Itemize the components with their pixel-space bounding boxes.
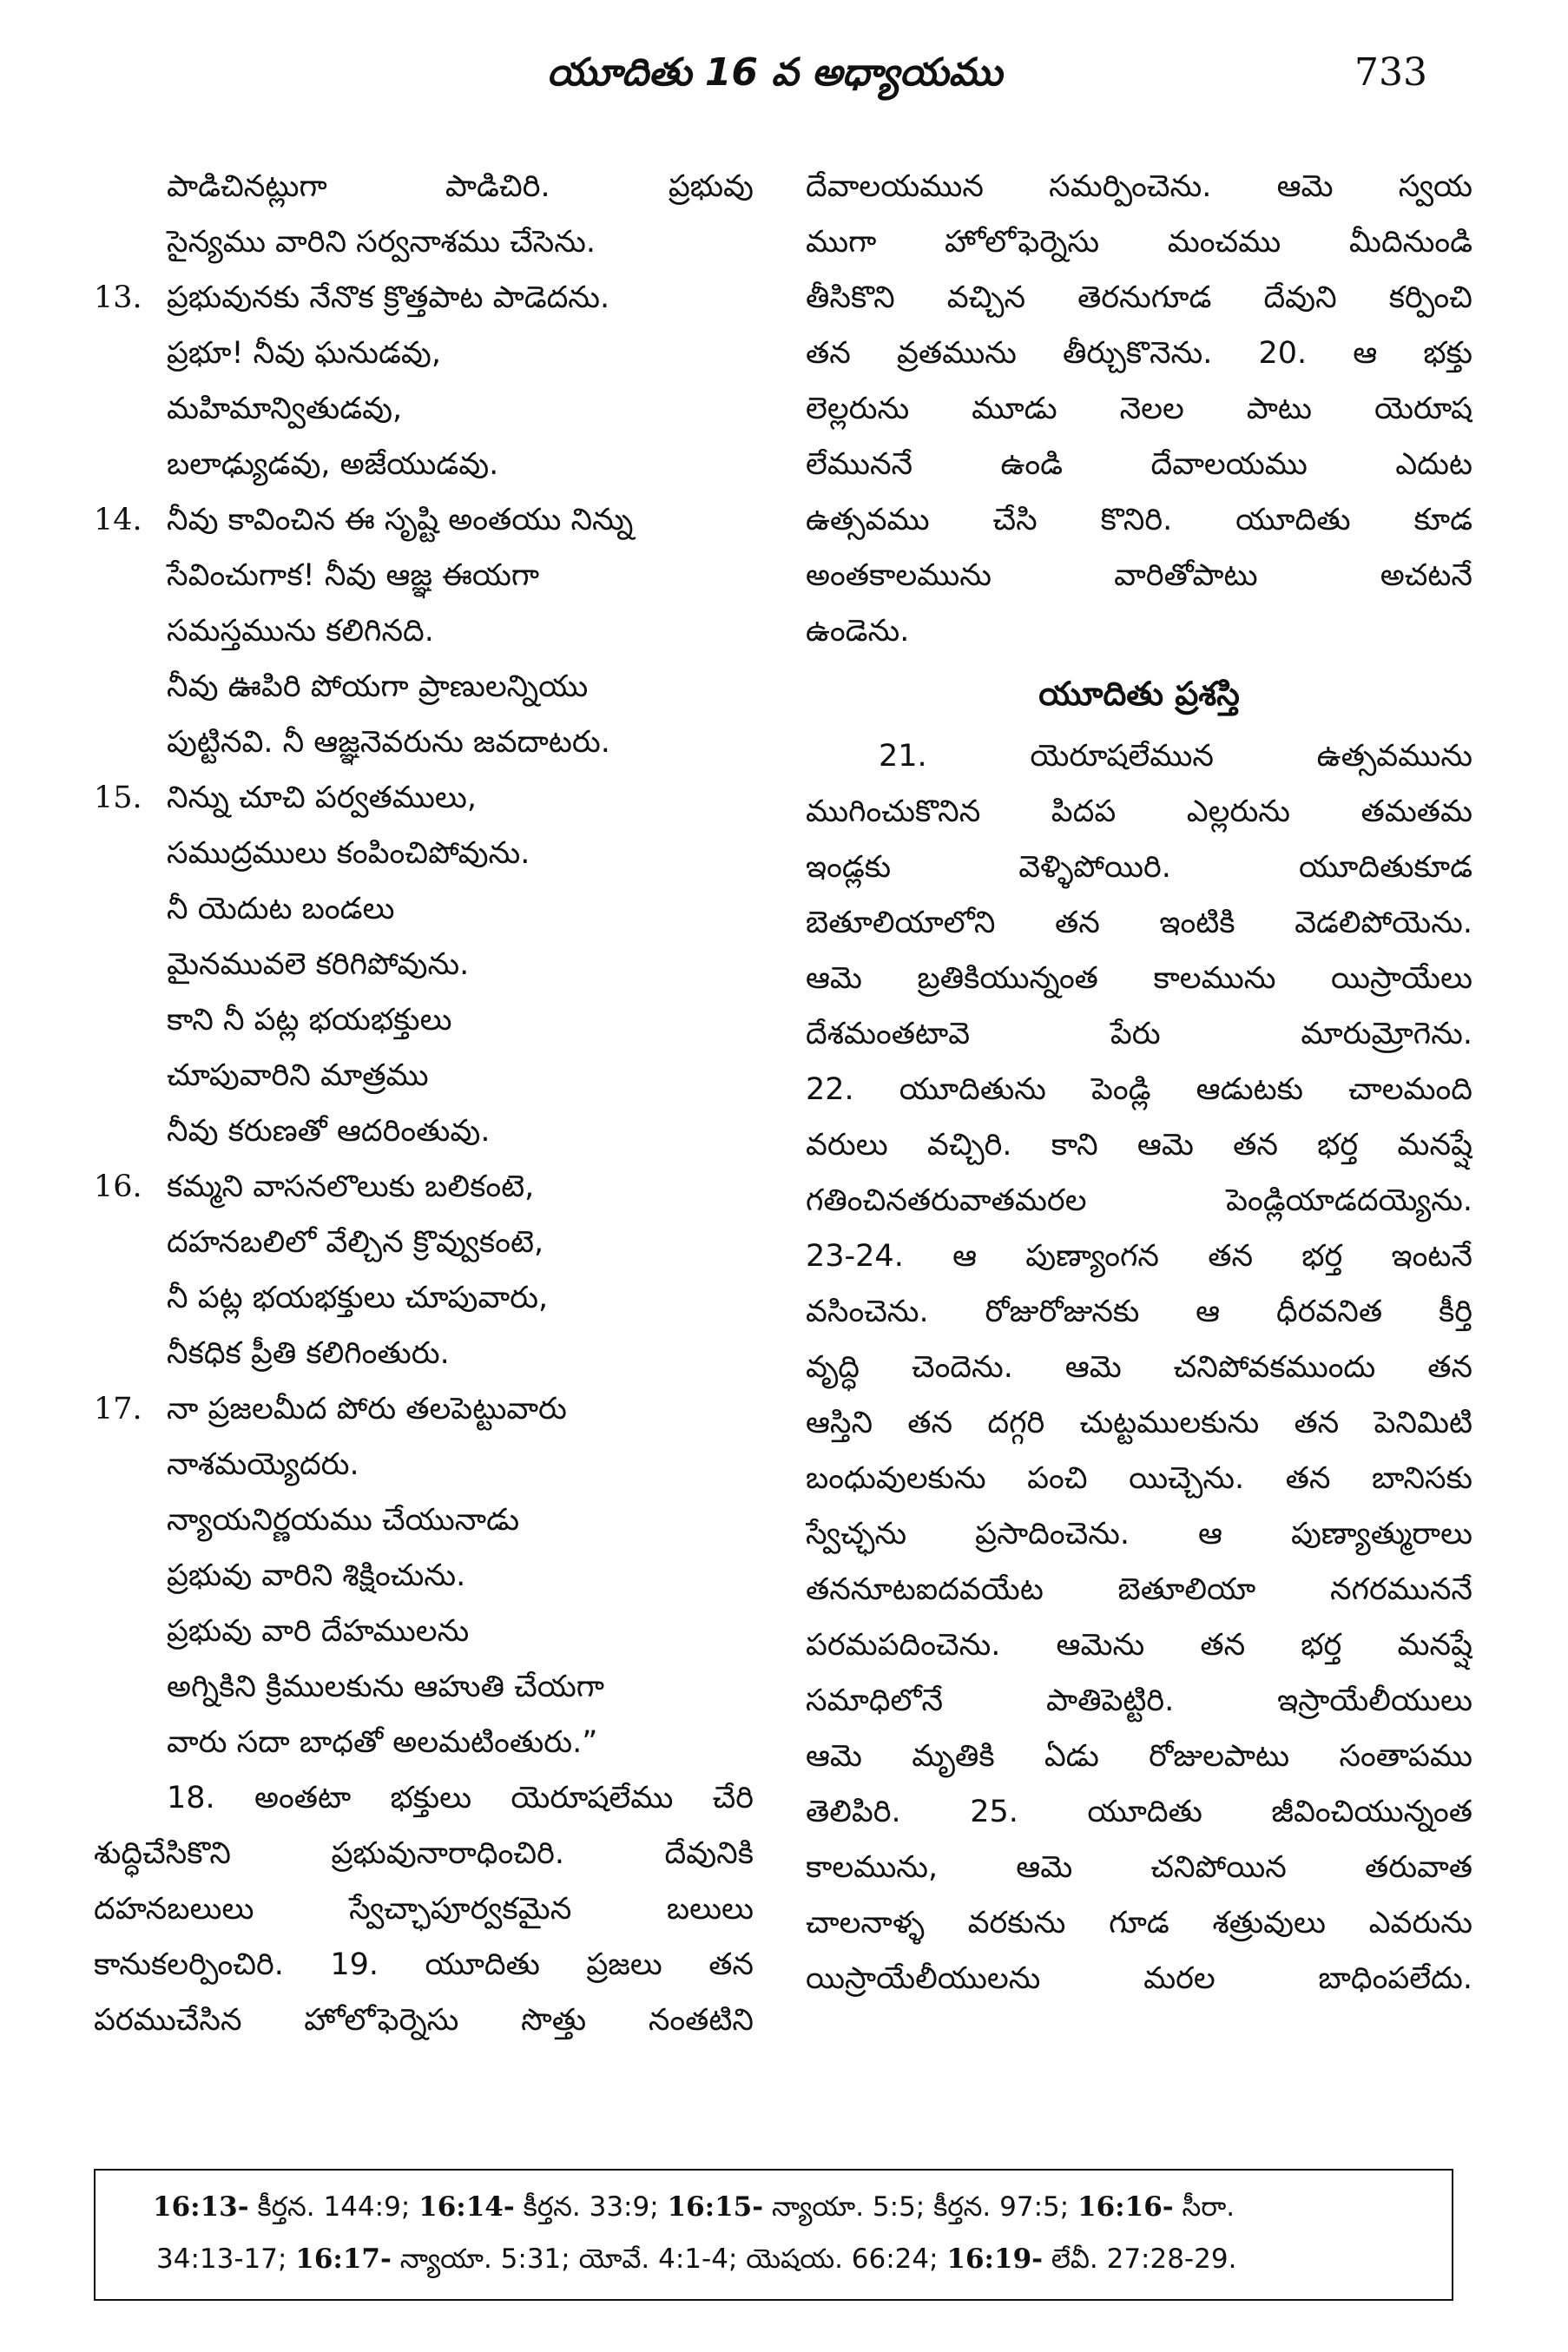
- text-line: తీసికొని వచ్చిన తెరనుగూడ దేవుని కర్పించి: [806, 280, 1472, 315]
- text-line: గతించినతరువాతమరల పెండ్లియాడదయ్యెను.: [806, 1183, 1472, 1218]
- footnote-text: కీర్తన. 144:9;: [248, 2191, 419, 2223]
- footnote-ref: 16:16-: [1077, 2191, 1174, 2223]
- verse-line: [94, 770, 754, 826]
- footnote-text: 34:13-17;: [156, 2243, 296, 2275]
- verse-line: [94, 492, 754, 548]
- text-line: మహిమాన్వితుడవు,: [167, 392, 403, 426]
- text-line: బంధువులకును పంచి యిచ్చెను. తన బానిసకు: [806, 1461, 1472, 1496]
- footnote-ref: 16:17-: [295, 2243, 392, 2275]
- text-line: పరమపదించెను. ఆమెను తన భర్త మనష్షే: [806, 1628, 1472, 1663]
- verse-number: 17.: [94, 1392, 142, 1426]
- verse-text: నీవు కావించిన ఈ సృష్టి అంతయు నిన్ను: [167, 503, 634, 537]
- page-number: 733: [1354, 50, 1427, 95]
- footnote-ref: 16:14-: [418, 2191, 515, 2223]
- text-line: 18. అంతటా భక్తులు యెరూషలేము చేరి: [167, 1781, 754, 1815]
- verse-number: 15.: [94, 781, 142, 815]
- footnote-line: [153, 2181, 1394, 2233]
- text-line: అంతకాలమును వారితోపాటు అచటనే: [806, 558, 1472, 593]
- text-line: ఆమె మృతికి ఏడు రోజులపాటు సంతాపము: [806, 1739, 1472, 1774]
- text-line: దహనబలిలో వేల్చిన క్రొవ్వుకంటె,: [167, 1225, 544, 1260]
- text-line: సముద్రములు కంపించిపోవును.: [167, 836, 530, 871]
- footnote-ref: 16:13-: [153, 2191, 249, 2223]
- text-line: యిస్రాయేలీయులను మరల బాధింపలేదు.: [806, 1961, 1472, 1996]
- footnote-text: లేవీ. 27:28-29.: [1043, 2243, 1237, 2275]
- text-line: బలాఢ్యుడవు, అజేయుడవు.: [167, 447, 499, 482]
- text-line: నీవు కరుణతో ఆదరింతువు.: [167, 1114, 491, 1149]
- text-line: చూపువారిని మాత్రము: [167, 1058, 429, 1093]
- text-line: ఉండెను.: [806, 614, 910, 649]
- text-line: తెలిపిరి. 25. యూదితు జీవించియున్నంత: [806, 1795, 1472, 1829]
- left-column: [94, 159, 754, 2048]
- verse-text: ప్రభువునకు నేనొక క్రొత్తపాట పాడెదను.: [167, 280, 610, 315]
- footnote-text: న్యాయా. 5:31; యోవే. 4:1-4; యెషయ. 66:24;: [391, 2243, 947, 2275]
- text-line: ముగా హోలోఫెర్నెసు మంచము మీదినుండి: [806, 225, 1472, 260]
- verse-text: నిన్ను చూచి పర్వతములు,: [167, 781, 477, 815]
- text-line: కాలమును, ఆమె చనిపోయిన తరువాత: [806, 1850, 1472, 1885]
- text-line: ప్రభువు వారి దేహములను: [167, 1614, 470, 1649]
- text-line: దేశమంతటావె పేరు మారుమ్రోగెను.: [806, 1017, 1472, 1051]
- text-line: ఉత్సవము చేసి కొనిరి. యూదితు కూడ: [806, 503, 1472, 537]
- text-line: దేవాలయమున సమర్పించెను. ఆమె స్వయ: [806, 169, 1472, 204]
- text-line: పుట్టినవి. నీ ఆజ్ఞనెవరును జవదాటరు.: [167, 725, 610, 760]
- text-line: 22. యూదితును పెండ్లి ఆడుటకు చాలమంది: [806, 1072, 1472, 1107]
- text-line: సేవించుగాక! నీవు ఆజ్ఞ ఈయగా: [167, 558, 540, 593]
- text-line: తన వ్రతమును తీర్చుకొనెను. 20. ఆ భక్తు: [806, 336, 1472, 371]
- text-line: నీవు ఊపిరి పోయగా ప్రాణులన్నియు: [167, 669, 589, 704]
- text-line: తననూటఐదవయేట బెతూలియా నగరముననే: [806, 1572, 1472, 1607]
- verse-number: 14.: [94, 503, 142, 537]
- text-line: ఆమె బ్రతికియున్నంత కాలమును యిస్రాయేలు: [806, 961, 1472, 996]
- text-line: ప్రభూ! నీవు ఘనుడవు,: [167, 336, 441, 371]
- footnote-ref: 16:15-: [667, 2191, 764, 2223]
- text-line: బెతూలియాలోని తన ఇంటికి వెడలిపోయెను.: [806, 906, 1472, 940]
- text-line: ఇండ్లకు వెళ్ళిపోయిరి. యూదితుకూడ: [806, 850, 1472, 885]
- text-line: ఆస్తిని తన దగ్గరి చుట్టములకును తన పెనిమిటి: [806, 1406, 1472, 1440]
- verse-text: కమ్మని వాసనలొలుకు బలికంటె,: [167, 1169, 535, 1204]
- text-line: కానుకలర్పించిరి. 19. యూదితు ప్రజలు తన: [94, 1947, 754, 1982]
- right-column: [806, 159, 1472, 2006]
- text-line: 23-24. ఆ పుణ్యాంగన తన భర్త ఇంటనే: [806, 1239, 1472, 1274]
- page-header: [0, 42, 1568, 111]
- text-line: సమాధిలోనే పాతిపెట్టిరి. ఇస్రాయేలీయులు: [806, 1683, 1472, 1718]
- footnote-text: సీరా.: [1173, 2191, 1235, 2223]
- text-line: ప్రభువు వారిని శిక్షించును.: [167, 1558, 466, 1593]
- text-line: నీ యెదుట బండలు: [167, 892, 395, 926]
- text-line: మైనమువలె కరిగిపోవును.: [167, 947, 470, 982]
- footnote-line: [153, 2233, 1394, 2285]
- text-line: వృద్ధి చెందెను. ఆమె చనిపోవకముందు తన: [806, 1350, 1472, 1385]
- text-line: వరులు వచ్చిరి. కాని ఆమె తన భర్త మనష్షే: [806, 1128, 1472, 1163]
- text-line: ముగించుకొనిన పిదప ఎల్లరును తమతమ: [806, 794, 1472, 829]
- text-line: నీకధిక ప్రీతి కలిగింతురు.: [167, 1336, 450, 1371]
- text-line: 21. యెరూషలేమున ఉత్సవమును: [879, 739, 1472, 774]
- text-line: శుద్ధిచేసికొని ప్రభువునారాధించిరి. దేవునికి: [94, 1836, 754, 1871]
- verse-line: [94, 1159, 754, 1215]
- text-line: సైన్యము వారిని సర్వనాశము చేసెను.: [167, 225, 596, 260]
- footnote-text: కీర్తన. 33:9;: [514, 2191, 668, 2223]
- text-line: లేముననే ఉండి దేవాలయము ఎదుట: [806, 447, 1472, 482]
- text-line: దహనబలులు స్వేచ్ఛాపూర్వకమైన బలులు: [94, 1892, 754, 1927]
- text-line: అగ్నికిని క్రిములకును ఆహుతి చేయగా: [167, 1670, 604, 1704]
- text-line: వారు సదా బాధతో అలమటింతురు.”: [167, 1725, 598, 1760]
- footnote-box: [94, 2169, 1453, 2301]
- verse-number: 16.: [94, 1169, 142, 1204]
- footnote-text: న్యాయా. 5:5; కీర్తన. 97:5;: [763, 2191, 1078, 2223]
- text-line: పరముచేసిన హోలోఫెర్నెసు సొత్తు నంతటిని: [94, 2003, 754, 2038]
- text-line: పాడిచినట్లుగా పాడిచిరి. ప్రభువు: [167, 169, 754, 204]
- verse-line: [94, 270, 754, 326]
- text-line: కాని నీ పట్ల భయభక్తులు: [167, 1003, 452, 1038]
- text-line: న్యాయనిర్ణయము చేయునాడు: [167, 1503, 520, 1538]
- text-line: సమస్తమును కలిగినది.: [167, 614, 434, 649]
- text-line: నీ పట్ల భయభక్తులు చూపువారు,: [167, 1281, 549, 1315]
- verse-number: 13.: [94, 280, 142, 315]
- verse-text: నా ప్రజలమీద పోరు తలపెట్టువారు: [167, 1392, 567, 1426]
- text-line: వసించెను. రోజురోజునకు ఆ ధీరవనిత కీర్తి: [806, 1295, 1472, 1329]
- text-line: చాలనాళ్ళ వరకును గూడ శత్రువులు ఎవరును: [806, 1906, 1472, 1940]
- text-line: నాశమయ్యెదరు.: [167, 1447, 359, 1482]
- text-line: లెల్లరును మూడు నెలల పాటు యెరూష: [806, 392, 1472, 426]
- chapter-title: యూదితు 16 వ అధ్యాయము: [547, 50, 1003, 95]
- verse-line: [94, 1381, 754, 1437]
- footnote-ref: 16:19-: [946, 2243, 1044, 2275]
- section-heading: యూదితు ప్రశస్తి: [1038, 675, 1240, 713]
- text-line: స్వేచ్ఛను ప్రసాదించెను. ఆ పుణ్యాత్మురాలు: [806, 1517, 1472, 1552]
